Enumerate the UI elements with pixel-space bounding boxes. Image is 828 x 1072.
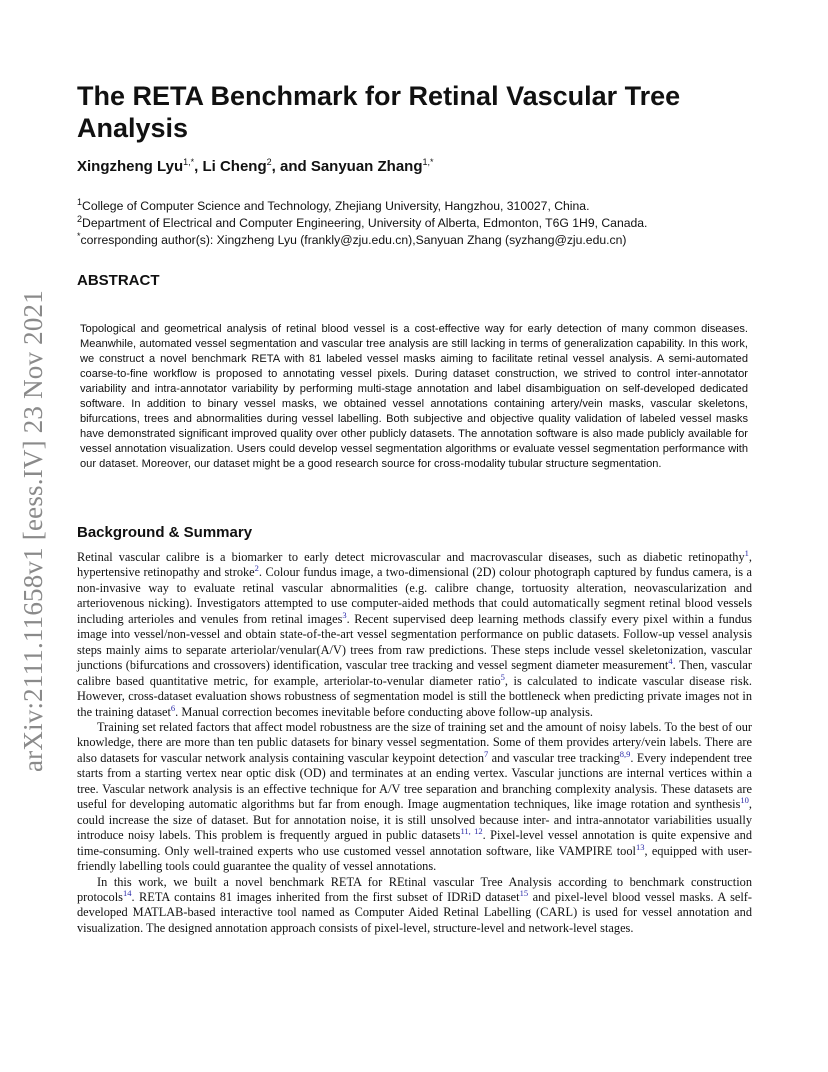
author-separator: , and [271, 158, 311, 175]
body-text-run: and pixel-level blood vessel masks. A self-developed MATLAB-based interactive tool named as Computer Aided Retinal Labelling (CARL) is used for vessel annotation and visualization. The designed annotation approach consists of pixel-level, structure-level and network-level stages. [77, 889, 753, 935]
body-text-run: . Colour fundus image, a two-dimensional (2D) colour photograph captured by fundus camera, is a non-invasive way to evaluate retinal vascular abnormalities (e.g. calibre change, tortuosity alteration, neovascularization and arteriovenous nicking). Investigators attempted to use computer-aided methods that could automatically segment retinal blood vessels including arterioles and venules from retinal images [77, 565, 752, 626]
affiliation-line [77, 215, 757, 232]
paper-title: The RETA Benchmark for Retinal Vascular Tree Analysis [77, 81, 681, 143]
body-text-run: In this work, we built a novel benchmark RETA for REtinal vascular Tree Analysis according to benchmark construction protocols [77, 874, 752, 904]
body-text-run: . Then, vascular calibre based quantitative metric, for example, arteriolar-to-venular diameter ratio [77, 658, 753, 688]
affiliations [77, 198, 757, 249]
body-paragraph [77, 720, 752, 875]
citation-link[interactable]: 15 [519, 887, 529, 898]
body-text-run: and vascular tree tracking [488, 750, 620, 765]
body-text-run: , is calculated to indicate vascular disease risk. However, cross-dataset evaluation shows robustness of segmentation model is still the bottleneck when predicting private images not in the training dataset [77, 673, 752, 719]
body-text-run: , equipped with user-friendly labelling tools could guarantee the quality of vessel annotations. [77, 843, 752, 874]
section-body [77, 547, 753, 936]
body-text-run: Training set related factors that affect model robustness are the size of training set and the amount of noisy labels. To the best of our knowledge, there are more than ten public datasets for binary vessel segmentation. Some of them provides artery/vein labels. There are also datasets for vascular network analysis containing vascular keypoint detection [77, 719, 752, 765]
author-name: Xingzheng Lyu [77, 158, 184, 175]
author-affiliation-mark: 1,* [183, 157, 195, 167]
affiliation-mark: 2 [77, 213, 83, 224]
section-heading: Background & Summary [77, 524, 253, 541]
body-text-run: . Every independent tree starts from a starting vertex near optic disk (OD) and terminates at an ending vertex. Vascular junctions are internal vertices within a tree. Vascular network analysis is an effective technique for A/V tree separation and branching complexity analysis. These datasets are useful for developing automatic algorithms but far from enough. Image augmentation techniques, like image rotation and synthesis [77, 750, 752, 812]
body-text-run: . Recent supervised deep learning methods classify every pixel within a fundus image into vessel/non-vessel and obtain state-of-the-art vessel segmentation performance on public datasets. Follow-up vessel analysis steps mainly aims to separate arteriolar/venular(A/V) trees from raw predictions. These steps include vessel skeletonization, vascular junctions (bifurcations and crossovers) identification, vascular tree tracking and vessel segment diameter measurement [77, 611, 752, 673]
citation-link[interactable]: 6 [170, 702, 176, 713]
body-paragraph [77, 875, 752, 937]
affiliation-text: corresponding author(s): Xingzheng Lyu (frankly@zju.edu.cn),Sanyuan Zhang (syzhang@zju.edu.cn) [80, 233, 627, 247]
body-text-run: . RETA contains 81 images inherited from the first subset of IDRiD dataset [131, 889, 520, 904]
author-name: Li Cheng [202, 158, 267, 175]
citation-link[interactable]: 3 [342, 609, 347, 620]
body-text-run: . Manual correction becomes inevitable before conducting above follow-up analysis. [175, 704, 594, 719]
body-text-run: , hypertensive retinopathy and stroke [77, 550, 752, 580]
body-text-run: Retinal vascular calibre is a biomarker to early detect microvascular and macrovascular diseases, such as diabetic retinopathy [77, 550, 745, 564]
author-list [77, 157, 757, 177]
author-separator: , [194, 158, 203, 175]
citation-link[interactable]: 10 [740, 795, 749, 806]
body-paragraph [77, 547, 753, 720]
affiliation-line [77, 232, 757, 249]
author-affiliation-mark: 1,* [422, 157, 434, 167]
abstract-heading: ABSTRACT [77, 272, 160, 289]
author-affiliation-mark: 2 [266, 157, 272, 167]
affiliation-mark: * [77, 230, 81, 241]
citation-link[interactable]: 4 [668, 656, 673, 667]
affiliation-line [77, 198, 757, 215]
citation-link[interactable]: 7 [484, 748, 489, 759]
arxiv-stamp: arXiv:2111.11658v1 [eess.IV] 23 Nov 2021 [18, 290, 48, 772]
body-text-run: , could increase the size of dataset. But for annotation noise, it is still unsolved because inter- and intra-annotator variabilities usually introduce noisy labels. This problem is frequently argued in public datasets [77, 797, 752, 843]
citation-link[interactable]: 2 [254, 563, 259, 574]
body-text-run: . Pixel-level vessel annotation is quite expensive and time-consuming. Only well-trained experts who use customed vessel annotation software, like VAMPIRE tool [77, 828, 753, 858]
citation-link[interactable]: 11, 12 [460, 826, 483, 837]
citation-link[interactable]: 14 [122, 887, 132, 898]
citation-link[interactable]: 5 [500, 671, 505, 682]
citation-link[interactable]: 8,9 [619, 748, 631, 759]
affiliation-mark: 1 [77, 196, 83, 207]
affiliation-text: Department of Electrical and Computer Engineering, University of Alberta, Edmonton, T6G 1H9, Canada. [82, 216, 648, 230]
author-name: Sanyuan Zhang [310, 158, 423, 175]
citation-link[interactable]: 1 [744, 547, 749, 558]
citation-link[interactable]: 13 [635, 841, 645, 852]
affiliation-text: College of Computer Science and Technology, Zhejiang University, Hangzhou, 310027, China. [82, 199, 590, 213]
abstract-text: Topological and geometrical analysis of retinal blood vessel is a cost-effective way for early detection of many common diseases. Meanwhile, automated vessel segmentation and vascular tree analysis are still lacking in terms of generalization capability. In this work, we construct a novel benchmark RETA with 81 labeled vessel masks aiming to facilitate retinal vessel analysis. A semi-automated coarse-to-fine workflow is proposed to annotating vessel pixels. During dataset construction, we strived to control inter-annotator variability and intra-annotator variability by performing multi-stage annotation and label disambiguation on self-developed dedicated software. In addition to binary vessel masks, we obtained vessel annotations containing artery/vein masks, vascular skeletons, bifurcations, trees and abnormalities during vessel labelling. Both subjective and objective quality validation of labeled vessel masks have demonstrated significant improved quality over other publicly datasets. The annotation software is also made publicly available for vessel annotation visualization. Users could develop vessel segmentation algorithms or evaluate vessel segmentation performance with our dataset. Moreover, our dataset might be a good research source for cross-modality tubular structure segmentation. [80, 323, 748, 471]
